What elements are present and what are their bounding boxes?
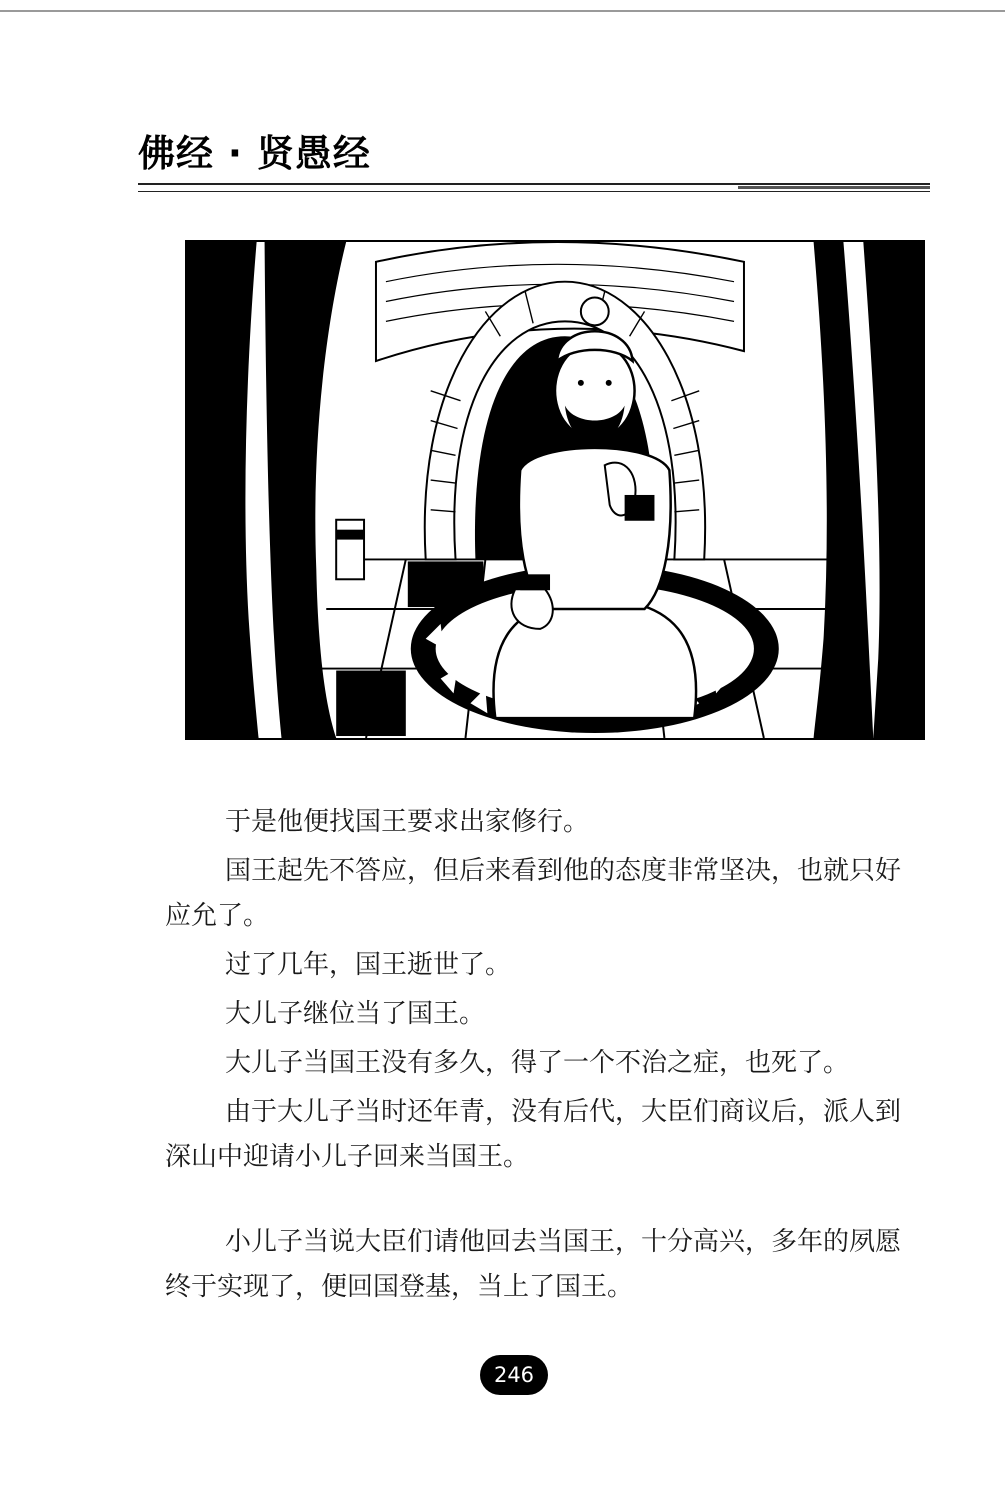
paragraph: 过了几年，国王逝世了。 bbox=[225, 950, 512, 980]
header-rule-accent bbox=[738, 186, 930, 189]
seated-king-illustration bbox=[185, 240, 925, 740]
header-rule bbox=[138, 183, 930, 185]
paragraph: 大儿子当国王没有多久，得了一个不治之症，也死了。 bbox=[225, 1048, 850, 1078]
illustration-drawing bbox=[187, 242, 923, 738]
page-header-title: 佛经 · 贤愚经 bbox=[138, 132, 371, 175]
top-border-line bbox=[0, 10, 1005, 12]
paragraph: 国王起先不答应，但后来看到他的态度非常坚决，也就只好应允了。 bbox=[165, 856, 902, 931]
paragraph: 由于大儿子当时还年青，没有后代，大臣们商议后，派人到深山中迎请小儿子回来当国王。 bbox=[165, 1097, 902, 1172]
paragraph: 小儿子当说大臣们请他回去当国王，十分高兴，多年的夙愿终于实现了，便回国登基，当上了国王。 bbox=[165, 1227, 902, 1302]
page-number-badge: 246 bbox=[480, 1355, 548, 1395]
paragraph: 大儿子继位当了国王。 bbox=[225, 999, 486, 1029]
header-rule-thin bbox=[138, 191, 930, 192]
paragraph: 于是他便找国王要求出家修行。 bbox=[225, 807, 590, 837]
body-text bbox=[165, 800, 925, 1314]
